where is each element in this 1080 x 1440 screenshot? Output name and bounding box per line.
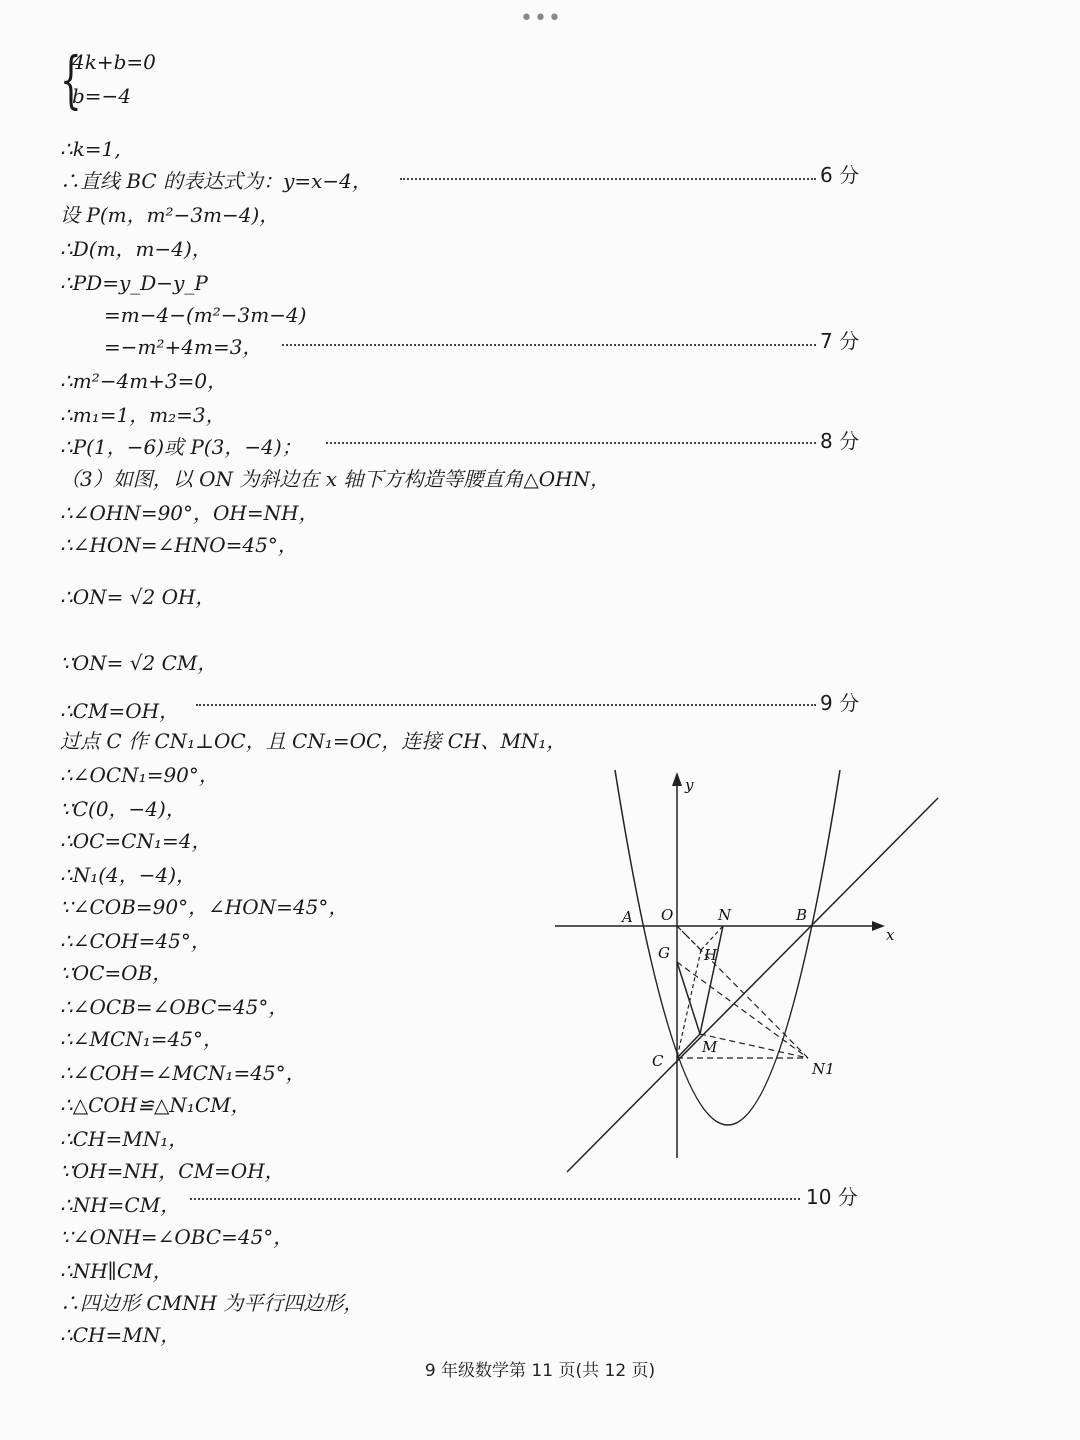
solution-line: ∵C(0，−4)， bbox=[60, 797, 186, 821]
solution-line: ∴CH=MN₁， bbox=[60, 1127, 189, 1151]
dotted-leader bbox=[196, 704, 816, 706]
score-mark: 8 分 bbox=[820, 429, 860, 453]
solution-line: （3）如图，以 ON 为斜边在 x 轴下方构造等腰直角△OHN， bbox=[60, 467, 611, 491]
solution-line: =−m²+4m=3， bbox=[104, 335, 263, 359]
solution-line: ∵∠COB=90°，∠HON=45°， bbox=[60, 895, 349, 919]
solution-line: ∵∠ONH=∠OBC=45°， bbox=[60, 1225, 294, 1249]
solution-line: ∴CH=MN， bbox=[60, 1323, 181, 1347]
solution-line: ∵ON= √2 CM， bbox=[60, 651, 218, 675]
dotted-leader bbox=[190, 1198, 800, 1200]
label-y: y bbox=[685, 776, 694, 794]
label-b: B bbox=[796, 906, 808, 924]
brace-icon: { bbox=[60, 43, 82, 116]
dotted-leader bbox=[282, 344, 816, 346]
solution-line: 过点 C 作 CN₁⊥OC，且 CN₁=OC，连接 CH、MN₁， bbox=[60, 729, 567, 753]
score-mark: 9 分 bbox=[820, 691, 860, 715]
label-o: O bbox=[661, 906, 674, 924]
solution-line: ∴P(1，−6)或 P(3，−4)； bbox=[60, 435, 302, 459]
solution-line: ∵OC=OB， bbox=[60, 961, 173, 985]
solution-line: ∴NH∥CM， bbox=[60, 1259, 173, 1283]
system-line-2: b=−4 bbox=[72, 84, 132, 108]
solution-line: ∴NH=CM， bbox=[60, 1193, 181, 1217]
x-axis-arrow-icon bbox=[872, 921, 885, 931]
page-footer: 9 年级数学第 11 页(共 12 页) bbox=[424, 1361, 656, 1381]
label-n: N bbox=[718, 906, 732, 924]
score-mark: 10 分 bbox=[806, 1185, 858, 1209]
solution-line: ∴D(m，m−4)， bbox=[60, 237, 212, 261]
y-axis-arrow-icon bbox=[672, 772, 682, 786]
solution-line: ∴△COH≌△N₁CM， bbox=[60, 1093, 251, 1117]
solution-line: ∴m₁=1，m₂=3， bbox=[60, 403, 226, 427]
solution-line: ∴CM=OH， bbox=[60, 699, 180, 723]
solution-line: ∴∠COH=45°， bbox=[60, 929, 211, 953]
more-options-icon[interactable]: ••• bbox=[520, 6, 562, 31]
segment-mc bbox=[677, 1034, 700, 1058]
solution-line: ∴m²−4m+3=0， bbox=[60, 369, 228, 393]
system-line-1: 4k+b=0 bbox=[72, 50, 156, 74]
label-x: x bbox=[886, 926, 895, 944]
parabola-curve bbox=[615, 770, 840, 1125]
label-c: C bbox=[652, 1052, 664, 1070]
solution-line: ∴PD=y_D−y_P bbox=[60, 271, 208, 295]
solution-line: ∴∠MCN₁=45°， bbox=[60, 1027, 223, 1051]
solution-line: ∴直线 BC 的表达式为：y=x−4， bbox=[60, 169, 372, 193]
solution-line: ∴∠OCB=∠OBC=45°， bbox=[60, 995, 289, 1019]
solution-line: ∴N₁(4，−4)， bbox=[60, 863, 197, 887]
dotted-leader bbox=[326, 442, 816, 444]
dotted-leader bbox=[400, 178, 816, 180]
label-m: M bbox=[702, 1038, 718, 1056]
label-n1: N1 bbox=[812, 1060, 835, 1078]
geometry-figure bbox=[550, 760, 950, 1180]
solution-line: ∴四边形 CMNH 为平行四边形， bbox=[60, 1291, 364, 1315]
solution-line: ∴OC=CN₁=4， bbox=[60, 829, 212, 853]
solution-line: ∵OH=NH，CM=OH， bbox=[60, 1159, 285, 1183]
solution-line: ∴∠COH=∠MCN₁=45°， bbox=[60, 1061, 306, 1085]
solution-line: =m−4−(m²−3m−4) bbox=[104, 303, 307, 327]
label-g: G bbox=[658, 944, 670, 962]
label-a: A bbox=[622, 908, 633, 926]
label-h: H bbox=[704, 946, 718, 964]
solution-line: ∴∠OCN₁=90°， bbox=[60, 763, 219, 787]
solution-line: ∴ON= √2 OH， bbox=[60, 585, 216, 609]
solution-line: 设 P(m，m²−3m−4)， bbox=[60, 203, 280, 227]
score-mark: 6 分 bbox=[820, 163, 860, 187]
segment-hc bbox=[677, 950, 701, 1058]
solution-line: ∴∠OHN=90°，OH=NH， bbox=[60, 501, 319, 525]
segment-gm bbox=[677, 962, 700, 1034]
solution-line: ∴k=1, bbox=[60, 137, 121, 161]
line-bc bbox=[567, 798, 938, 1172]
solution-line: ∴∠HON=∠HNO=45°， bbox=[60, 533, 298, 557]
score-mark: 7 分 bbox=[820, 329, 860, 353]
